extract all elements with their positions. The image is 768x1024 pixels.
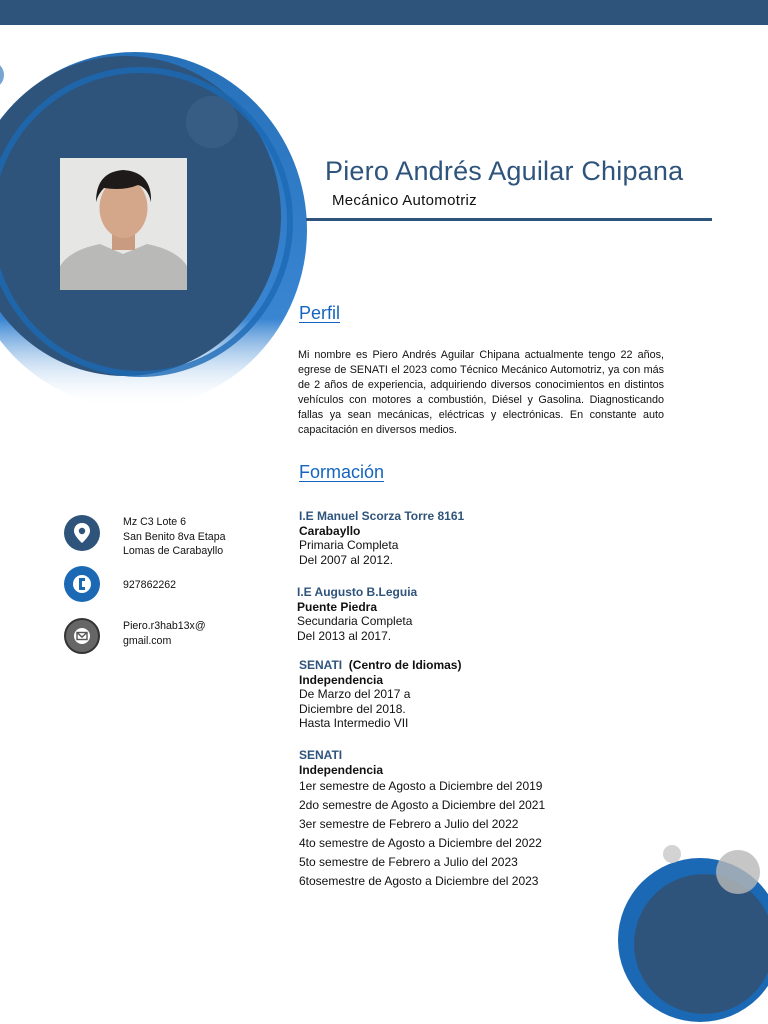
education-institution-name: SENATI bbox=[299, 658, 343, 672]
education-line: Hasta Intermedio VII bbox=[299, 716, 409, 731]
contact-address bbox=[123, 515, 225, 559]
top-bar bbox=[0, 0, 768, 25]
phone-icon bbox=[64, 566, 100, 602]
education-line: Del 2007 al 2012. bbox=[299, 552, 394, 567]
education-place: Independencia bbox=[299, 762, 384, 777]
education-line: Primaria Completa bbox=[299, 538, 399, 553]
education-line: Diciembre del 2018. bbox=[299, 701, 406, 716]
location-pin-icon bbox=[64, 515, 100, 551]
decorative-circle-small bbox=[610, 840, 768, 1024]
education-institution: I.E Manuel Scorza Torre 8161 bbox=[299, 509, 465, 523]
job-title: Mecánico Automotriz bbox=[332, 192, 477, 209]
header-divider bbox=[306, 218, 712, 221]
education-line: Del 2013 al 2017. bbox=[297, 628, 392, 643]
perfil-heading: Perfil bbox=[299, 303, 341, 323]
contact-email bbox=[123, 619, 206, 648]
education-place: Carabayllo bbox=[299, 523, 361, 538]
profile-photo bbox=[60, 158, 187, 290]
education-line: Secundaria Completa bbox=[297, 614, 413, 629]
perfil-text: Mi nombre es Piero Andrés Aguilar Chipana actualmente tengo 22 años, egrese de SENATI el 2023 como Técnico Mecánico Automotriz, ya con más de 2 años de experiencia, adquiriendo diversos conocimientos en distintos vehículos con motores a combustión, Diésel y Gasolina. Diagnosticando fallas ya sean mecánicas, eléctricas y electrónicas. En constante auto capacitación en diversos medios. bbox=[298, 349, 664, 436]
education-item bbox=[299, 509, 599, 567]
email-icon bbox=[64, 618, 100, 654]
education-line: 5to semestre de Febrero a Julio del 2023 bbox=[299, 855, 518, 870]
education-item bbox=[299, 658, 599, 731]
education-line: 4to semestre de Agosto a Diciembre del 2022 bbox=[299, 836, 542, 851]
contact-phone: 927862262 bbox=[123, 579, 177, 591]
education-institution: SENATI bbox=[299, 748, 343, 762]
education-line: 1er semestre de Agosto a Diciembre del 2019 bbox=[299, 779, 543, 794]
address-line: Lomas de Carabayllo bbox=[123, 545, 224, 558]
education-line: 3er semestre de Febrero a Julio del 2022 bbox=[299, 817, 519, 832]
address-line: San Benito 8va Etapa bbox=[123, 530, 226, 543]
education-item bbox=[297, 585, 597, 643]
address-line: Mz C3 Lote 6 bbox=[123, 516, 187, 528]
full-name: Piero Andrés Aguilar Chipana bbox=[325, 156, 684, 186]
education-item bbox=[299, 748, 599, 891]
email-line: Piero.r3hab13x@ bbox=[123, 620, 206, 632]
education-institution: I.E Augusto B.Leguia bbox=[297, 585, 418, 599]
email-line: gmail.com bbox=[123, 634, 172, 647]
education-place: Puente Piedra bbox=[297, 599, 378, 614]
education-place: Independencia bbox=[299, 672, 384, 687]
education-line: De Marzo del 2017 a bbox=[299, 687, 411, 702]
education-institution bbox=[299, 658, 599, 673]
person-avatar-icon bbox=[60, 158, 187, 290]
education-institution-suffix: (Centro de Idiomas) bbox=[348, 658, 462, 672]
education-line: 6tosemestre de Agosto a Diciembre del 2023 bbox=[299, 874, 539, 889]
education-line: 2do semestre de Agosto a Diciembre del 2021 bbox=[299, 798, 546, 813]
formacion-heading: Formación bbox=[299, 462, 385, 482]
